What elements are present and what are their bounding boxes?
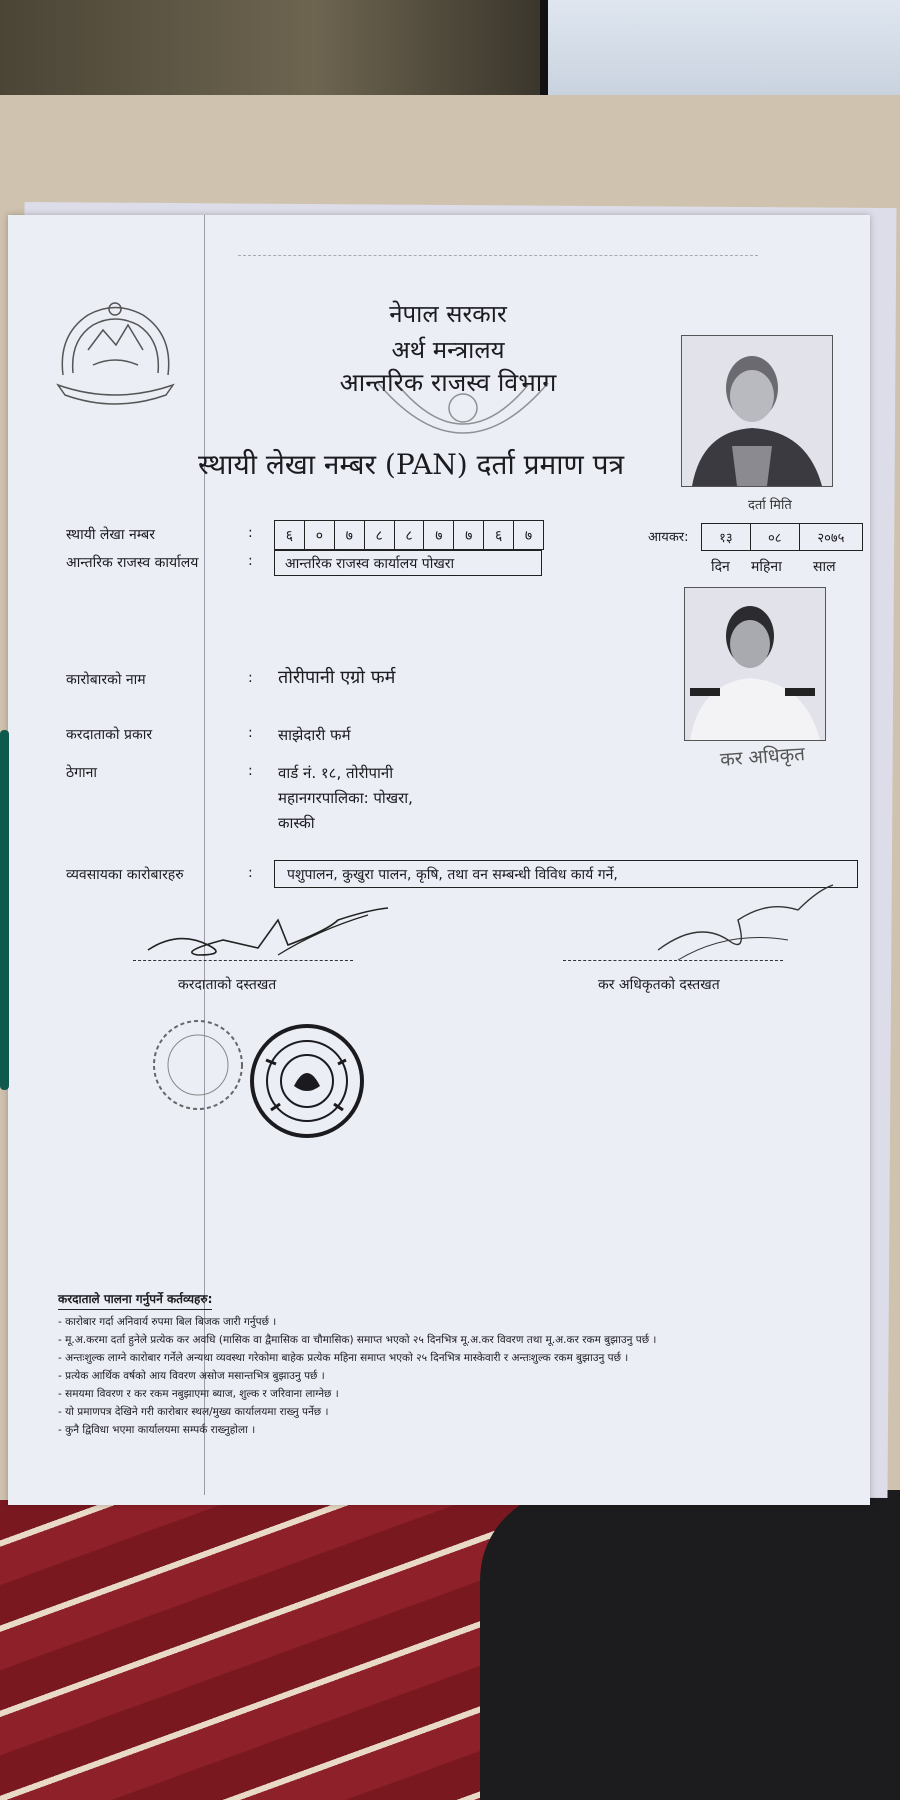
- date-month: ०८: [751, 524, 800, 550]
- office-label: आन्तरिक राजस्व कार्यालय: [66, 555, 199, 571]
- duty-item: - प्रत्येक आर्थिक वर्षको आय विवरण असोज मसान्तभित्र बुझाउनु पर्छ ।: [58, 1370, 325, 1382]
- background-dark-fabric: [480, 1490, 900, 1800]
- ministry-heading: अर्थ मन्त्रालय: [391, 336, 505, 364]
- duties-title: करदाताले पालना गर्नुपर्ने कर्तव्यहरु:: [58, 1290, 212, 1310]
- activities-colon: :: [248, 865, 253, 881]
- department-heading: आन्तरिक राजस्व विभाग: [339, 368, 557, 397]
- office-value: आन्तरिक राजस्व कार्यालय पोखरा: [274, 550, 542, 576]
- officer-stamp-text: कर अधिकृत: [719, 743, 806, 771]
- pan-digit: ७: [335, 521, 365, 549]
- duties-list: [58, 1313, 848, 1439]
- officer-signature-line: [563, 960, 783, 961]
- duty-item: - यो प्रमाणपत्र देखिने गरी कारोबार स्थल/मुख्य कार्यालयमा राख्नु पर्नेछ ।: [58, 1406, 329, 1418]
- activities-value: पशुपालन, कुखुरा पालन, कृषि, तथा वन सम्बन्धी विविध कार्य गर्ने,: [274, 860, 858, 888]
- pan-digit: ०: [305, 521, 335, 549]
- binding-thread: [0, 730, 9, 1090]
- month-label: महिना: [751, 559, 782, 575]
- owner-photo-2: [684, 587, 826, 741]
- pan-number-box: [274, 520, 544, 550]
- pan-label: स्थायी लेखा नम्बर: [66, 527, 155, 543]
- activities-label: व्यवसायका कारोबारहरु: [66, 867, 184, 883]
- office-colon: :: [248, 553, 253, 569]
- officer-signature-label: कर अधिकृतको दस्तखत: [598, 977, 720, 993]
- background-laptop-screen: [540, 0, 900, 95]
- pan-digit: ७: [424, 521, 454, 549]
- faint-round-stamp: [148, 1010, 248, 1120]
- pan-digit: ८: [395, 521, 425, 549]
- address-line-2: महानगरपालिका: पोखरा,: [278, 789, 413, 807]
- certificate-title: स्थायी लेखा नम्बर (PAN) दर्ता प्रमाण पत्र: [198, 448, 625, 481]
- registration-date-box: [701, 523, 863, 551]
- duty-item: - अन्तःशुल्क लाग्ने कारोबार गर्नेले अन्यथा व्यवस्था गरेकोमा बाहेक प्रत्येक महिना समाप्त भएको २५ दिनभित्र मास्केवारी र अन्तःशुल्क रकम बुझाउनु पर्छ ।: [58, 1352, 629, 1364]
- nepal-emblem-icon: [48, 295, 183, 410]
- date-year: २०७५: [817, 531, 845, 546]
- duty-item: - मू.अ.करमा दर्ता हुनेले प्रत्येक कर अवधि (मासिक वा द्वैमासिक वा चौमासिक) समाप्त भएको २५ दिनभित्र मू.अ.कर विवरण तथा मू.अ.कर रकम बुझाउनु पर्छ ।: [58, 1334, 657, 1346]
- tax-label: आयकर:: [648, 530, 689, 545]
- officer-signature: [638, 880, 838, 970]
- top-dashed-line: [238, 255, 758, 256]
- address-colon: :: [248, 763, 253, 779]
- year-label: साल: [813, 559, 836, 575]
- owner-photo-1: [681, 335, 833, 487]
- duty-item: - कारोबार गर्दा अनिवार्य रुपमा बिल बिजक जारी गर्नुपर्छ ।: [58, 1316, 277, 1328]
- pan-colon: :: [248, 525, 253, 541]
- taxpayer-signature-label: करदाताको दस्तखत: [178, 977, 277, 993]
- date-day: १३: [702, 524, 751, 550]
- registration-date-label: दर्ता मिति: [748, 498, 792, 513]
- pan-digit: ७: [454, 521, 484, 549]
- address-label: ठेगाना: [66, 765, 98, 781]
- firm-round-stamp: [246, 1020, 368, 1142]
- pan-certificate: [8, 215, 870, 1505]
- pan-digit: ६: [484, 521, 514, 549]
- taxpayer-type-label: करदाताको प्रकार: [66, 727, 153, 743]
- address-line-3: कास्की: [278, 814, 315, 832]
- pan-digit: ७: [524, 527, 533, 544]
- duty-item: - कुनै द्विविधा भएमा कार्यालयमा सम्पर्क राख्नुहोला ।: [58, 1424, 256, 1436]
- business-name-label: कारोबारको नाम: [66, 672, 146, 688]
- taxpayer-type-value: साझेदारी फर्म: [278, 726, 351, 744]
- address-line-1: वार्ड नं. १८, तोरीपानी: [278, 764, 394, 782]
- taxpayer-type-colon: :: [248, 725, 253, 741]
- taxpayer-signature-line: [133, 960, 353, 961]
- business-name-colon: :: [248, 670, 253, 686]
- government-heading: नेपाल सरकार: [389, 300, 507, 328]
- day-label: दिन: [711, 559, 730, 575]
- pan-digit: ८: [365, 521, 395, 549]
- pan-digit: ६: [275, 521, 305, 549]
- business-name-value: तोरीपानी एग्रो फर्म: [278, 667, 396, 688]
- duty-item: - समयमा विवरण र कर रकम नबुझाएमा ब्याज, शुल्क र जरिवाना लाग्नेछ ।: [58, 1388, 339, 1400]
